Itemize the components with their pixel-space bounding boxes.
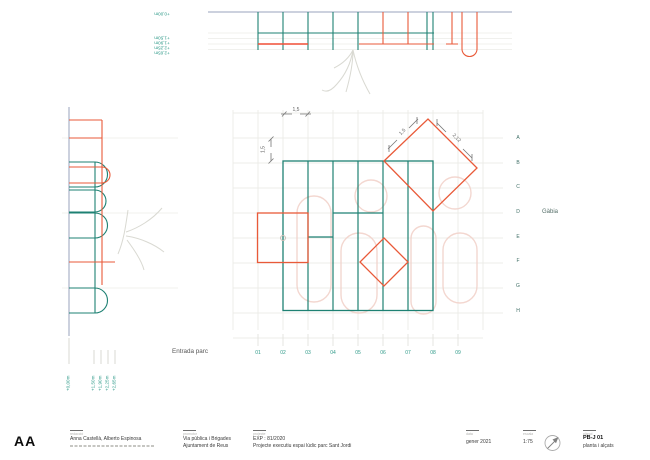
titleblock-rule-scale [523,430,536,431]
plan-linework [258,119,478,311]
project-name: Projecte executiu espai lúdic parc Sant Jordi [253,442,352,449]
promoter-header: promotor [183,431,198,436]
top-level-label-0: +0,00m [154,11,170,17]
col-label-03: 03 [305,350,311,356]
north-arrow-icon [545,436,560,451]
row-label-c: C [516,184,520,190]
titleblock-rule-project [253,430,266,431]
left-level-label-2: +1,90m [97,375,103,392]
promoter-line1: Via pública i Brigades [183,436,231,442]
dimension-diamond-b: 2,12 [450,132,462,144]
sheet-name: planta i alçats [583,442,614,449]
row-label-g: G [516,283,520,289]
dimension-top: 1,5 [292,107,300,113]
top-level-label-1: +1,50m [154,35,170,41]
authors-header: redacció [70,431,84,436]
left-level-label-4: +2,65m [111,375,117,392]
authors-contact-microtext [70,445,154,447]
date-header: data [466,431,473,436]
dimension-diamond-a: 1,5 [398,127,408,137]
ghost-outlines [297,177,477,314]
left-elevation-linework [69,107,115,336]
scale-value: 1:75 [523,438,533,445]
row-label-d: D [516,209,520,215]
entrance-label: Entrada parc [172,348,209,355]
titleblock-rule-sheet [583,430,596,431]
scale-header: escala [523,431,534,436]
row-label-f: F [516,258,520,264]
sheet-code: PB-J 01 [583,435,604,441]
date-value: gener 2021 [466,438,492,445]
top-level-label-2: +1,90m [154,40,170,46]
reference-grid [62,33,512,364]
row-label-a: A [516,135,520,141]
col-label-02: 02 [280,350,286,356]
sheet-series-code: AA [14,433,37,449]
authors-names: Anna Castellà, Alberto Espinosa [70,436,142,442]
left-level-label-0: +0,00m [65,375,71,392]
top-level-label-4: +2,65m [154,50,170,56]
row-label-b: B [516,160,520,166]
col-label-04: 04 [330,350,336,356]
titleblock-rule-authors [70,430,83,431]
sheet-header: plànol [583,431,593,436]
col-label-08: 08 [430,350,436,356]
cage-label: Gàbia [542,209,559,215]
row-label-h: H [516,308,520,314]
col-label-01: 01 [255,350,261,356]
top-level-label-3: +2,25m [154,45,170,51]
project-file-ref: EXP : 81/2020 [253,436,286,442]
titleblock-rule-promoter [183,430,196,431]
titleblock-rule-date [466,430,479,431]
promoter-line2: Ajuntament de Reus [183,442,229,449]
dimension-left: 1,5 [260,146,267,153]
col-label-06: 06 [380,350,386,356]
row-label-e: E [516,234,520,240]
plan-small-diamond [360,238,408,286]
col-label-07: 07 [405,350,411,356]
left-elevation-orange [69,120,115,285]
col-label-05: 05 [355,350,361,356]
left-level-label-1: +1,50m [90,375,96,392]
left-level-label-3: +2,25m [104,375,110,392]
col-label-09: 09 [455,350,461,356]
project-header: projecte [253,431,266,436]
